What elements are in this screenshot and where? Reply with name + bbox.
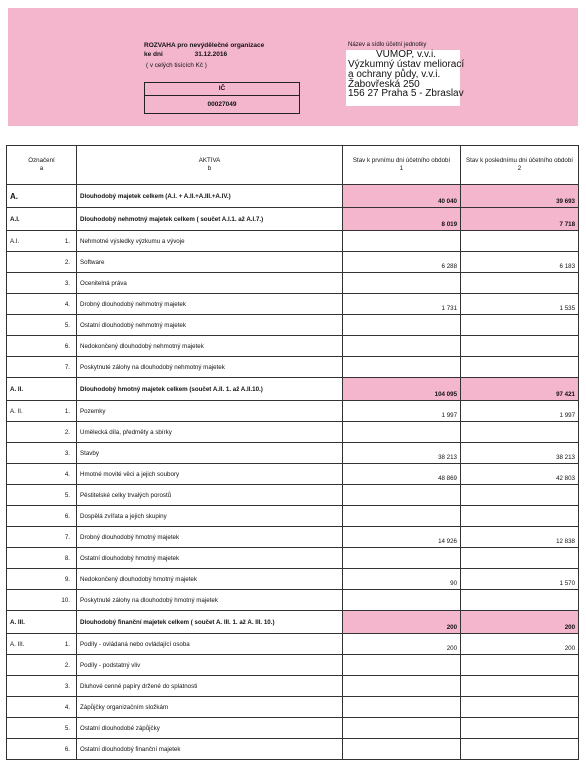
row-value-first: 6 288 bbox=[343, 252, 461, 273]
row-value-last bbox=[461, 357, 579, 378]
row-value-last bbox=[461, 315, 579, 336]
row-name: Nedokončený dlouhodobý hmotný majetek bbox=[77, 569, 343, 590]
table-row bbox=[7, 208, 579, 231]
row-value-first bbox=[343, 676, 461, 697]
row-number: 1. bbox=[47, 634, 77, 655]
row-value-last bbox=[461, 422, 579, 443]
row-value-last bbox=[461, 336, 579, 357]
table-row bbox=[7, 252, 579, 273]
table-row bbox=[7, 527, 579, 548]
row-value-first bbox=[343, 548, 461, 569]
row-value-first bbox=[343, 485, 461, 506]
row-code: A. II. bbox=[7, 401, 47, 422]
ic-value: 00027049 bbox=[207, 101, 237, 108]
col-first-header: Stav k prvnímu dni účetního období 1 bbox=[343, 146, 461, 185]
row-number: 4. bbox=[47, 464, 77, 485]
row-code: A. bbox=[7, 185, 47, 208]
row-number: 2. bbox=[47, 252, 77, 273]
row-number: 7. bbox=[47, 357, 77, 378]
row-number bbox=[47, 208, 77, 231]
row-name: Dlouhodobý hmotný majetek celkem (součet A.II. 1. až A.II.10.) bbox=[77, 378, 343, 401]
table-row bbox=[7, 739, 579, 760]
row-name: Pěstitelské celky trvalých porostů bbox=[77, 485, 343, 506]
col-name-header: AKTIVA b bbox=[77, 146, 343, 185]
col-last-header: Stav k poslednímu dni účetního období 2 bbox=[461, 146, 579, 185]
row-value-last bbox=[461, 231, 579, 252]
row-number: 2. bbox=[47, 422, 77, 443]
col-code-header: Označení a bbox=[7, 146, 77, 185]
row-code bbox=[7, 739, 47, 760]
row-number bbox=[47, 611, 77, 634]
table-row bbox=[7, 401, 579, 422]
row-name: Poskytnuté zálohy na dlouhodobý hmotný majetek bbox=[77, 590, 343, 611]
row-number: 6. bbox=[47, 739, 77, 760]
row-value-last bbox=[461, 273, 579, 294]
row-name: Software bbox=[77, 252, 343, 273]
row-name: Ostatní dlouhodobé zápůjčky bbox=[77, 718, 343, 739]
row-name: Ostatní dlouhodobý hmotný majetek bbox=[77, 548, 343, 569]
row-name: Ostatní dlouhodobý nehmotný majetek bbox=[77, 315, 343, 336]
row-name: Zápůjčky organizačním složkám bbox=[77, 697, 343, 718]
table-row bbox=[7, 485, 579, 506]
row-value-last bbox=[461, 590, 579, 611]
row-name: Nehmotné výsledky výzkumu a vývoje bbox=[77, 231, 343, 252]
row-value-last bbox=[461, 485, 579, 506]
row-value-last bbox=[461, 548, 579, 569]
row-code bbox=[7, 273, 47, 294]
row-value-first bbox=[343, 273, 461, 294]
row-code bbox=[7, 336, 47, 357]
table-row bbox=[7, 357, 579, 378]
row-number: 4. bbox=[47, 294, 77, 315]
row-value-first: 8 019 bbox=[343, 208, 461, 231]
table-row bbox=[7, 185, 579, 208]
row-number: 5. bbox=[47, 485, 77, 506]
row-name: Dlouhodobý finanční majetek celkem ( součet A. III. 1. až A. III. 10.) bbox=[77, 611, 343, 634]
row-name: Podíly - podstatný vliv bbox=[77, 655, 343, 676]
table-row bbox=[7, 611, 579, 634]
row-name: Poskytnuté zálohy na dlouhodobý nehmotný majetek bbox=[77, 357, 343, 378]
table-row bbox=[7, 697, 579, 718]
row-value-first bbox=[343, 739, 461, 760]
date-label: ke dni bbox=[144, 51, 163, 58]
org-name-1: VUMOP, v.v.i. bbox=[376, 49, 437, 60]
row-number: 6. bbox=[47, 336, 77, 357]
table-row bbox=[7, 506, 579, 527]
row-number: 3. bbox=[47, 273, 77, 294]
row-value-last: 1 997 bbox=[461, 401, 579, 422]
row-value-first bbox=[343, 590, 461, 611]
table-row bbox=[7, 443, 579, 464]
row-value-first bbox=[343, 506, 461, 527]
row-number: 3. bbox=[47, 443, 77, 464]
row-value-last bbox=[461, 506, 579, 527]
row-name: Dluhové cenné papíry držené do splatnosti bbox=[77, 676, 343, 697]
row-value-last: 38 213 bbox=[461, 443, 579, 464]
row-name: Dospělá zvířata a jejich skupiny bbox=[77, 506, 343, 527]
header-panel bbox=[8, 8, 578, 126]
row-value-last bbox=[461, 676, 579, 697]
row-value-first bbox=[343, 357, 461, 378]
row-number bbox=[47, 378, 77, 401]
table-row bbox=[7, 718, 579, 739]
row-code bbox=[7, 569, 47, 590]
row-number: 10. bbox=[47, 590, 77, 611]
row-code bbox=[7, 506, 47, 527]
table-row bbox=[7, 548, 579, 569]
row-value-last: 12 838 bbox=[461, 527, 579, 548]
org-label: Název a sídlo účetní jednotky bbox=[348, 42, 427, 48]
table-row bbox=[7, 676, 579, 697]
table-row bbox=[7, 336, 579, 357]
row-name: Umělecká díla, předměty a sbírky bbox=[77, 422, 343, 443]
row-value-first bbox=[343, 422, 461, 443]
row-value-first bbox=[343, 718, 461, 739]
row-value-first: 200 bbox=[343, 634, 461, 655]
row-value-first: 14 926 bbox=[343, 527, 461, 548]
row-value-last: 97 421 bbox=[461, 378, 579, 401]
row-value-last bbox=[461, 718, 579, 739]
row-code bbox=[7, 548, 47, 569]
row-value-last: 7 718 bbox=[461, 208, 579, 231]
org-name-2: Výzkumný ústav meliorací bbox=[348, 59, 465, 70]
row-value-first: 1 731 bbox=[343, 294, 461, 315]
row-value-first bbox=[343, 336, 461, 357]
table-row bbox=[7, 273, 579, 294]
row-code bbox=[7, 718, 47, 739]
ic-box bbox=[144, 82, 300, 114]
row-number: 6. bbox=[47, 506, 77, 527]
row-name: Hmotné movité věci a jejich soubory bbox=[77, 464, 343, 485]
table-row bbox=[7, 422, 579, 443]
row-value-last: 200 bbox=[461, 634, 579, 655]
table-row bbox=[7, 231, 579, 252]
row-number: 9. bbox=[47, 569, 77, 590]
row-value-last bbox=[461, 697, 579, 718]
row-name: Ocenitelná práva bbox=[77, 273, 343, 294]
table-row bbox=[7, 590, 579, 611]
row-value-last bbox=[461, 655, 579, 676]
row-name: Dlouhodobý nehmotný majetek celkem ( součet A.I.1. až A.I.7.) bbox=[77, 208, 343, 231]
table-row bbox=[7, 655, 579, 676]
date-row bbox=[144, 51, 227, 58]
unit-note: ( v celých tisících Kč ) bbox=[146, 62, 207, 69]
row-value-last: 200 bbox=[461, 611, 579, 634]
table-row bbox=[7, 315, 579, 336]
row-code bbox=[7, 590, 47, 611]
table-header-row bbox=[7, 146, 579, 185]
org-street: Žabovřeská 250 bbox=[348, 79, 420, 90]
row-code: A. III. bbox=[7, 611, 47, 634]
document-title: ROZVAHA pro nevýdělečné organizace bbox=[144, 42, 265, 49]
row-value-first: 104 095 bbox=[343, 378, 461, 401]
row-value-last bbox=[461, 739, 579, 760]
date-value: 31.12.2016 bbox=[194, 51, 228, 58]
row-code bbox=[7, 315, 47, 336]
row-code bbox=[7, 294, 47, 315]
row-number: 7. bbox=[47, 527, 77, 548]
org-name-3: a ochrany půdy, v.v.i. bbox=[348, 69, 441, 80]
row-value-first: 40 040 bbox=[343, 185, 461, 208]
row-name: Ostatní dlouhodobý finanční majetek bbox=[77, 739, 343, 760]
row-number bbox=[47, 185, 77, 208]
table-row bbox=[7, 294, 579, 315]
row-code: A.I. bbox=[7, 208, 47, 231]
row-code: A.I. bbox=[7, 231, 47, 252]
row-value-first bbox=[343, 315, 461, 336]
row-value-last: 1 570 bbox=[461, 569, 579, 590]
row-code bbox=[7, 655, 47, 676]
row-number: 5. bbox=[47, 315, 77, 336]
row-name: Pozemky bbox=[77, 401, 343, 422]
row-number: 4. bbox=[47, 697, 77, 718]
row-number: 5. bbox=[47, 718, 77, 739]
row-value-first: 1 997 bbox=[343, 401, 461, 422]
row-value-first bbox=[343, 697, 461, 718]
row-number: 1. bbox=[47, 401, 77, 422]
row-name: Drobný dlouhodobý nehmotný majetek bbox=[77, 294, 343, 315]
row-code bbox=[7, 464, 47, 485]
row-code bbox=[7, 485, 47, 506]
table-row bbox=[7, 378, 579, 401]
row-code bbox=[7, 697, 47, 718]
org-city: 156 27 Praha 5 - Zbraslav bbox=[348, 88, 464, 99]
row-value-first: 200 bbox=[343, 611, 461, 634]
row-name: Drobný dlouhodobý hmotný majetek bbox=[77, 527, 343, 548]
row-name: Stavby bbox=[77, 443, 343, 464]
row-value-first bbox=[343, 655, 461, 676]
table-row bbox=[7, 569, 579, 590]
row-code bbox=[7, 357, 47, 378]
row-code bbox=[7, 527, 47, 548]
row-value-first: 38 213 bbox=[343, 443, 461, 464]
row-name: Dlouhodobý majetek celkem (A.I. + A.II.+A.III.+A.IV.) bbox=[77, 185, 343, 208]
table-row bbox=[7, 634, 579, 655]
row-value-last: 39 693 bbox=[461, 185, 579, 208]
row-value-first bbox=[343, 231, 461, 252]
row-value-last: 6 183 bbox=[461, 252, 579, 273]
row-code: A. II. bbox=[7, 378, 47, 401]
row-number: 3. bbox=[47, 676, 77, 697]
ic-label: IČ bbox=[145, 83, 299, 96]
row-value-first: 48 869 bbox=[343, 464, 461, 485]
row-value-last: 42 803 bbox=[461, 464, 579, 485]
balance-table bbox=[6, 145, 579, 760]
row-name: Nedokončený dlouhodobý nehmotný majetek bbox=[77, 336, 343, 357]
row-value-last: 1 535 bbox=[461, 294, 579, 315]
row-number: 1. bbox=[47, 231, 77, 252]
row-number: 2. bbox=[47, 655, 77, 676]
row-code bbox=[7, 422, 47, 443]
row-code: A. III. bbox=[7, 634, 47, 655]
row-value-first: 90 bbox=[343, 569, 461, 590]
row-name: Podíly - ovládaná nebo ovládající osoba bbox=[77, 634, 343, 655]
row-number: 8. bbox=[47, 548, 77, 569]
row-code bbox=[7, 676, 47, 697]
table-row bbox=[7, 464, 579, 485]
row-code bbox=[7, 443, 47, 464]
row-code bbox=[7, 252, 47, 273]
